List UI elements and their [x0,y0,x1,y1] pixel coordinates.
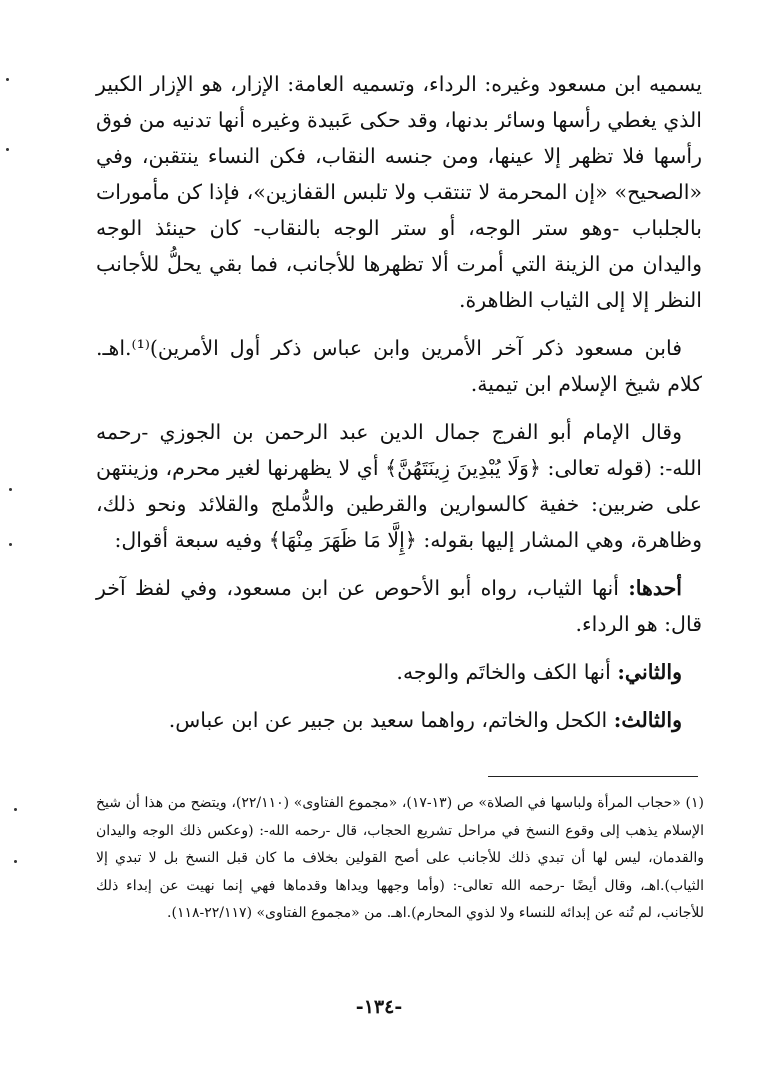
item-text: أنها الثياب، رواه أبو الأحوص عن ابن مسعود، وفي لفظ آخر قال: هو الرداء. [96,576,702,636]
item-text: الكحل والخاتم، رواهما سعيد بن جبير عن ابن عباس. [168,708,614,732]
item-text: أنها الكف والخاتَم والوجه. [396,660,618,684]
scan-speck [14,860,17,863]
item-lead: والثاني: [617,660,682,684]
main-text [96,66,702,750]
list-item [96,570,702,642]
list-item [96,702,702,738]
footnote-divider [488,776,698,777]
scan-speck [6,78,9,81]
item-lead: والثالث: [613,708,682,732]
scan-speck [9,488,12,491]
list-item [96,654,702,690]
scan-speck [14,808,17,811]
page-number: -١٣٤- [355,996,403,1018]
paragraph-2: فابن مسعود ذكر آخر الأمرين وابن عباس ذكر أول الأمرين)⁽¹⁾.اهـ. كلام شيخ الإسلام ابن تيمية. [96,336,702,396]
scan-speck [9,543,12,546]
footnote-1: (١) «حجاب المرأة ولباسها في الصلاة» ص (١٣-١٧)، «مجموع الفتاوى» (٢٢/١١٠)، ويتضح من هذا أن شيخ الإسلام يذهب إلى وقوع النسخ في مراحل تشريع الحجاب، قال -رحمه الله-: (وعكس ذلك الوجه واليدان والقدمان، ليس لها أن تبدي ذلك للأجانب على أصح القولين بخلاف ما كان قبل النسخ بل لا تبدي إلا الثياب).اهـ، وقال أيضًا -رحمه الله تعالى-: (وأما وجهها ويداها وقدماها فهي إنما نهيت عن إبداء ذلك للأجانب، لم تُنه عن إبدائه للنساء ولا لذوي المحارم).اهـ. من «مجموع الفتاوى» (٢٢/١١٧-١١٨). [96,795,704,921]
paragraph-1: يسميه ابن مسعود وغيره: الرداء، وتسميه العامة: الإزار، هو الإزار الكبير الذي يغطي رأسها وسائر بدنها، وقد حكى عَبيدة وغيره أنها تدنيه من فوق رأسها فلا تظهر إلا عينها، ومن جنسه النقاب، فكن النساء ينتقبن، وفي «الصحيح» «إن المحرمة لا تنتقب ولا تلبس القفازين»، فإذا كن مأمورات بالجلباب -وهو ستر الوجه، أو ستر الوجه بالنقاب- كان حينئذ الوجه واليدان من الزينة التي أمرت ألا تظهرها للأجانب، فما بقي يحلُّ للأجانب النظر إلا إلى الثياب الظاهرة. [96,72,702,312]
item-lead: أحدها: [628,576,682,600]
scan-speck [6,148,9,151]
footnotes [96,790,704,928]
paragraph-3: وقال الإمام أبو الفرج جمال الدين عبد الرحمن بن الجوزي -رحمه الله-: (قوله تعالى: ﴿وَلَا يُبْدِينَ زِينَتَهُنَّ﴾ أي لا يظهرنها لغير محرم، وزينتهن على ضربين: خفية كالسوارين والقرطين والدُّملج والقلائد ونحو ذلك، وظاهرة، وهي المشار إليها بقوله: ﴿إِلَّا مَا ظَهَرَ مِنْهَا﴾ وفيه سبعة أقوال: [96,420,702,552]
